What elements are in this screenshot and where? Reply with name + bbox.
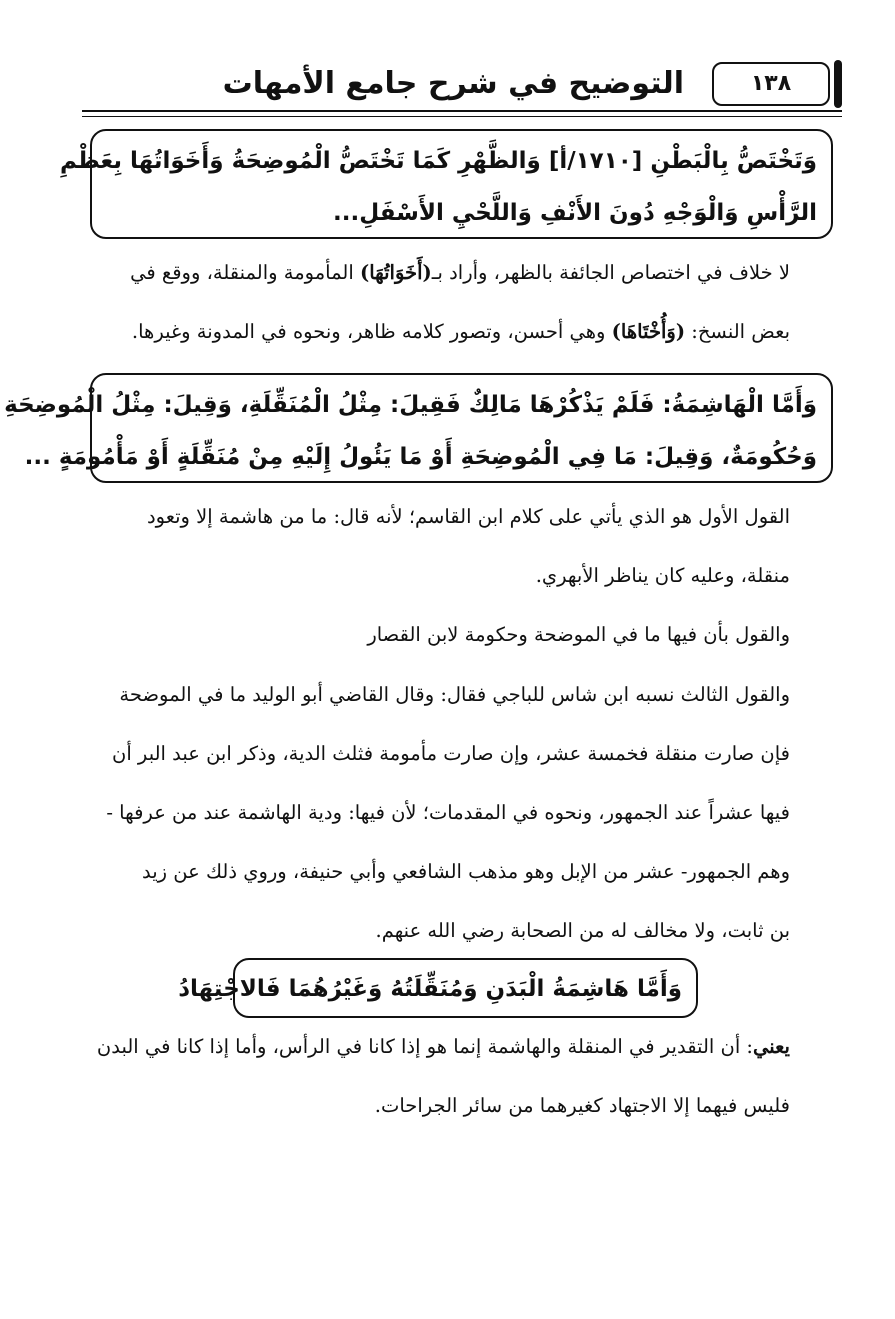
commentary-paragraph-5 — [90, 1017, 790, 1135]
header-rule-thin — [82, 116, 842, 117]
quoted-term: (أَخَوَاتُهَا) — [359, 261, 432, 284]
paragraph-line: والقول الثالث نسبه ابن شاس للباجي فقال: وقال القاضي أبو الوليد ما في الموضحة — [119, 683, 790, 706]
paragraph-line: فليس فيهما إلا الاجتهاد كغيرهما من سائر الجراحات. — [374, 1094, 790, 1117]
paragraph-line — [90, 243, 790, 302]
matn-line: وَحُكُومَةٌ، وَقِيلَ: مَا فِي الْمُوضِحَةِ أَوْ مَا يَئُولُ إِلَيْهِ مِنْ مُنَقِّلَةٍ أَوْ مَأْمُومَةٍ ... — [24, 444, 817, 470]
matn-line: وَتَخْتَصُّ بِالْبَطْنِ [١٧١٠/أ] وَالظَّهْرِ كَمَا تَخْتَصُّ الْمُوضِحَةُ وَأَخَوَاتُهَا بِعَظْمِ — [59, 148, 817, 174]
commentary-paragraph-1 — [90, 243, 790, 361]
page-number: ١٣٨ — [712, 62, 830, 106]
paragraph-line: منقلة، وعليه كان يناظر الأبهري. — [535, 564, 790, 587]
text-run: لا خلاف في اختصاص الجائفة بالظهر، وأراد بـ — [431, 261, 790, 284]
commentary-paragraph-4 — [90, 665, 790, 960]
header-rule — [82, 110, 842, 112]
lead-word: يعني — [753, 1035, 790, 1058]
paragraph-line — [90, 1017, 790, 1076]
paragraph-line — [90, 302, 790, 361]
paragraph-line: القول الأول هو الذي يأتي على كلام ابن القاسم؛ لأنه قال: ما من هاشمة إلا وتعود — [146, 505, 790, 528]
commentary-paragraph-3 — [90, 605, 790, 664]
paragraph-line: فيها عشراً عند الجمهور، ونحوه في المقدمات؛ لأن فيها: ودية الهاشمة عند من عرفها - — [106, 801, 790, 824]
text-run: بعض النسخ: — [685, 320, 790, 343]
commentary-paragraph-2 — [90, 487, 790, 605]
matn-line: الرَّأْسِ وَالْوَجْهِ دُونَ الأَنْفِ وَاللَّحْيِ الأَسْفَلِ... — [333, 200, 817, 226]
text-run: المأمومة والمنقلة، ووقع في — [130, 261, 360, 284]
page-header — [82, 58, 842, 112]
book-title: التوضيح في شرح جامع الأمهات — [222, 66, 684, 101]
quoted-term: (وَأُخْتَاهَا) — [611, 320, 686, 343]
paragraph-line: فإن صارت منقلة فخمسة عشر، وإن صارت مأمومة فثلث الدية، وذكر ابن عبد البر أن — [112, 742, 790, 765]
paragraph-line: وهم الجمهور- عشر من الإبل وهو مذهب الشافعي وأبي حنيفة، وروي ذلك عن زيد — [141, 860, 790, 883]
matn-box-2 — [4, 373, 833, 483]
paragraph-line: والقول بأن فيها ما في الموضحة وحكومة لابن القصار — [367, 623, 790, 646]
matn-line: وَأَمَّا هَاشِمَةُ الْبَدَنِ وَمُنَقِّلَتُهُ وَغَيْرُهُمَا فَالاجْتِهَادُ — [178, 976, 682, 1002]
matn-line: وَأَمَّا الْهَاشِمَةُ: فَلَمْ يَذْكُرْهَا مَالِكٌ فَقِيلَ: مِثْلُ الْمُنَقِّلَةِ، وَقِيلَ: مِثْلُ الْمُوضِحَةِ — [4, 392, 817, 418]
paragraph-line: بن ثابت، ولا مخالف له من الصحابة رضي الله عنهم. — [375, 919, 790, 942]
text-run: وهي أحسن، وتصور كلامه ظاهر، ونحوه في المدونة وغيرها. — [131, 320, 612, 343]
matn-box-1 — [59, 129, 833, 239]
matn-box-3 — [178, 958, 698, 1018]
text-run: : أن التقدير في المنقلة والهاشمة إنما هو إذا كانا في الرأس، وأما إذا كانا في البدن — [96, 1035, 754, 1058]
